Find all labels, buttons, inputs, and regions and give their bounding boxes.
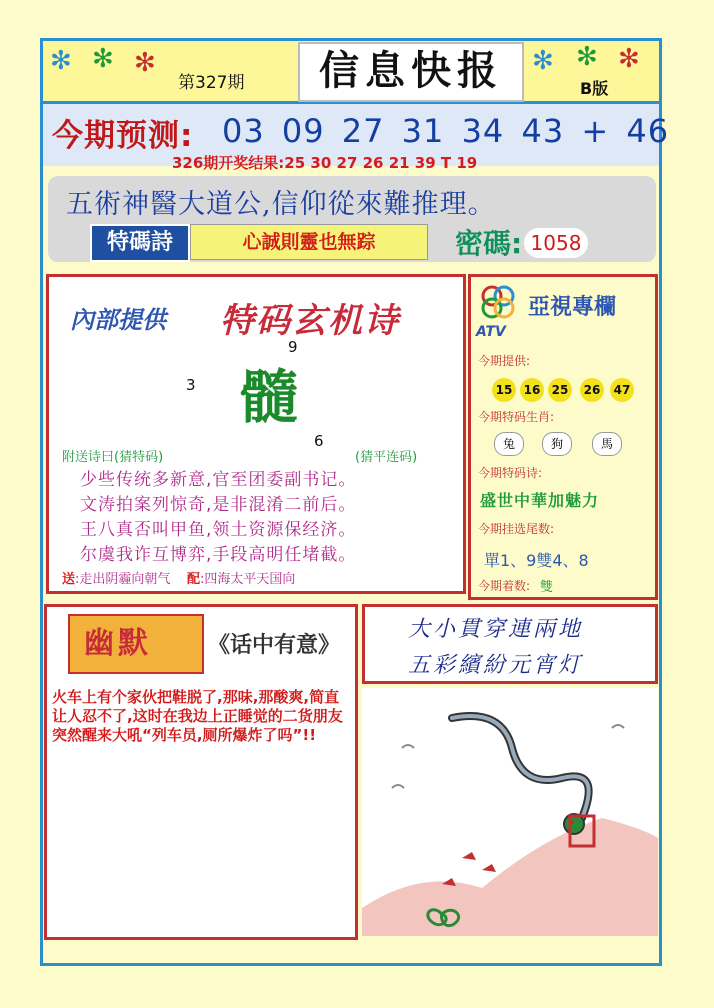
prediction-numbers: 03 09 27 31 34 43 + 46 bbox=[222, 112, 670, 150]
send-label: 送 bbox=[62, 572, 76, 587]
note-left: 附送诗曰(猜特码) bbox=[62, 450, 164, 465]
riddle-mark-top: 9 bbox=[288, 338, 298, 356]
count-value: 雙 bbox=[540, 580, 554, 595]
tail-label: 今期挂选尾数: bbox=[478, 522, 555, 536]
special-poem: 心誠則靈也無踪 bbox=[190, 224, 428, 260]
internal-title: 內部提供 bbox=[70, 306, 166, 334]
flower-icon: ✻ bbox=[50, 46, 72, 76]
couplet-line-1: 大小貫穿連兩地 bbox=[408, 617, 584, 642]
number-ball: 25 bbox=[548, 378, 572, 402]
flower-icon: ✻ bbox=[134, 48, 156, 78]
poem-line: 王八真否叫甲鱼,领土资源保经济。 bbox=[80, 520, 357, 540]
password-value: 1058 bbox=[524, 228, 588, 258]
riddle-glyph: 髓 bbox=[240, 363, 299, 431]
riddle-mark-left: 3 bbox=[186, 376, 196, 394]
poem-line: 文涛拍案列惊奇,是非混淆二前后。 bbox=[80, 495, 357, 515]
number-ball: 15 bbox=[492, 378, 516, 402]
flower-icon: ✻ bbox=[532, 46, 554, 76]
atv-logo-icon bbox=[480, 284, 516, 320]
atv-poem-label: 今期特码诗: bbox=[478, 466, 543, 480]
dragon-illustration bbox=[362, 688, 658, 936]
riddle-title: 特码玄机诗 bbox=[220, 301, 400, 341]
last-draw-result: 326期开奖结果:25 30 27 26 21 39 T 19 bbox=[172, 154, 478, 172]
atv-logo-text: ATV bbox=[476, 324, 506, 340]
send-line bbox=[62, 568, 295, 587]
atv-poem: 盛世中華加魅力 bbox=[480, 491, 600, 510]
password-label: 密碼: bbox=[455, 227, 523, 260]
send-text: :走出阴霾向朝气 bbox=[75, 572, 171, 587]
flower-icon: ✻ bbox=[92, 44, 114, 74]
pair-label: 配 bbox=[186, 572, 200, 587]
number-ball: 16 bbox=[520, 378, 544, 402]
riddle-poem bbox=[80, 468, 356, 568]
flower-icon: ✻ bbox=[618, 44, 640, 74]
zodiac-badge: 馬 bbox=[592, 432, 622, 456]
couplet-line-2: 五彩繽紛元宵灯 bbox=[408, 653, 584, 678]
zodiac-badge: 狗 bbox=[542, 432, 572, 456]
prediction-label: 今期预测: bbox=[52, 118, 194, 154]
special-poem-label: 特碼詩 bbox=[90, 224, 190, 262]
tail-value: 單1、9雙4、8 bbox=[484, 551, 589, 570]
main-poem: 五術神醫大道公,信仰從來難推理。 bbox=[66, 189, 496, 220]
atv-title: 亞視專欄 bbox=[528, 295, 617, 320]
edition-label: B版 bbox=[580, 79, 609, 98]
page-title: 信息快报 bbox=[298, 42, 524, 102]
pair-text: :四海太平天国向 bbox=[199, 572, 296, 587]
riddle-mark-bottom: 6 bbox=[314, 432, 324, 450]
joke-text: 火车上有个家伙把鞋脱了,那味,那酸爽,简直让人忍不了,这时在我边上正睡觉的二货朋友突然醒来大吼“列车员,厕所爆炸了吗”!! bbox=[52, 688, 343, 744]
poem-line: 尔虞我诈互博弈,手段高明任堵截。 bbox=[80, 545, 357, 565]
count-label: 今期着数: bbox=[478, 579, 531, 593]
humor-title: 幽默 bbox=[84, 626, 152, 661]
poem-line: 少些传统多新意,官至团委副书记。 bbox=[80, 470, 357, 490]
number-ball: 47 bbox=[610, 378, 634, 402]
note-right: (猜平连码) bbox=[355, 450, 418, 465]
flower-icon: ✻ bbox=[576, 42, 598, 72]
zodiac-label: 今期特码生肖: bbox=[478, 410, 555, 424]
number-ball: 26 bbox=[580, 378, 604, 402]
provide-label: 今期提供: bbox=[478, 354, 531, 368]
zodiac-badge: 兔 bbox=[494, 432, 524, 456]
issue-number: 第327期 bbox=[178, 73, 245, 93]
humor-subtitle: 《话中有意》 bbox=[208, 633, 341, 658]
